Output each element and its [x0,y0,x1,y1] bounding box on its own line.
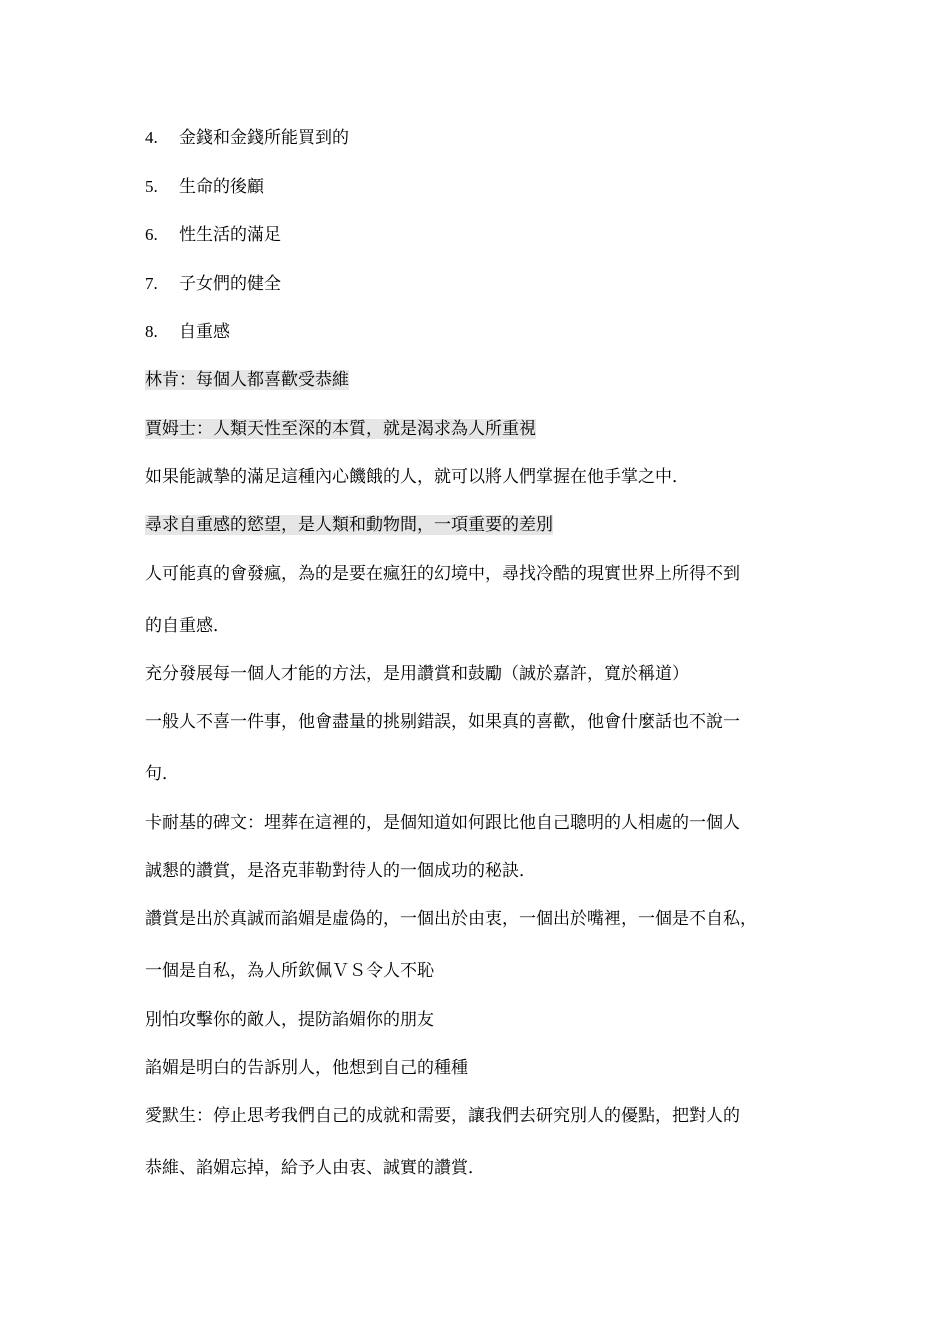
list-item [145,126,825,150]
list-item [145,223,825,247]
paragraph-epitaph: 卡耐基的碑文：埋葬在這裡的，是個知道如何跟比他自己聰明的人相處的一個人 [145,813,740,833]
list-number: 7. [145,273,158,293]
paragraph-madness-line-1: 人可能真的會發瘋，為的是要在瘋狂的幻境中，尋找冷酷的現實世界上所得不到 [145,564,740,584]
highlighted-text: 賈姆士：人類天性至深的本質，就是渴求為人所重視 [145,419,536,439]
paragraph-lincoln [145,368,825,392]
paragraph-madness-line-2: 的自重感． [145,616,230,636]
highlighted-text: 尋求自重感的慾望，是人類和動物間，一項重要的差別 [145,515,553,535]
list-item [145,175,825,199]
list-text: 金錢和金錢所能買到的 [179,128,349,148]
list-text: 性生活的滿足 [179,225,281,245]
list-number: 6. [145,225,158,244]
paragraph-talent: 充分發展每一個人才能的方法，是用讚賞和鼓勵（誠於嘉許，寬於稱道） [145,664,689,684]
paragraph-criticism-line-1: 一般人不喜一件事，他會盡量的挑剔錯誤，如果真的喜歡，他會什麼話也不說一 [145,712,740,732]
paragraph-flattery-line-1: 讚賞是出於真誠而諂媚是虛偽的，一個出於由衷，一個出於嘴裡，一個是不自私， [145,909,757,929]
list-text: 自重感 [179,322,230,342]
paragraph-emerson-line-2: 恭維、諂媚忘掉，給予人由衷、誠實的讚賞． [145,1158,485,1178]
list-text: 生命的後顧 [179,176,264,197]
list-number: 4. [145,128,158,147]
numbered-list [145,126,825,369]
list-number: 5. [145,176,158,196]
paragraph-emerson-line-1: 愛默生：停止思考我們自己的成就和需要，讓我們去研究別人的優點，把對人的 [145,1106,740,1126]
list-item [145,320,825,344]
paragraph-rockefeller: 誠懇的讚賞，是洛克菲勒對待人的一個成功的秘訣． [145,861,536,881]
paragraph-criticism-line-2: 句． [145,764,179,784]
list-item [145,272,825,296]
paragraph-flattery-line-2: 一個是自私，為人所欽佩ＶＳ令人不恥 [145,961,434,981]
paragraph-james [145,417,825,441]
list-text: 子女們的健全 [179,273,281,294]
paragraph-enemies: 別怕攻擊你的敵人，提防諂媚你的朋友 [145,1010,434,1030]
paragraph-flattery-definition: 諂媚是明白的告訴別人，他想到自己的種種 [145,1058,468,1078]
paragraph-hunger: 如果能誠摯的滿足這種內心饑餓的人，就可以將人們掌握在他手掌之中． [145,467,689,487]
paragraph-desire [145,513,825,537]
highlighted-text: 林肯：每個人都喜歡受恭維 [145,370,349,390]
list-number: 8. [145,322,158,341]
